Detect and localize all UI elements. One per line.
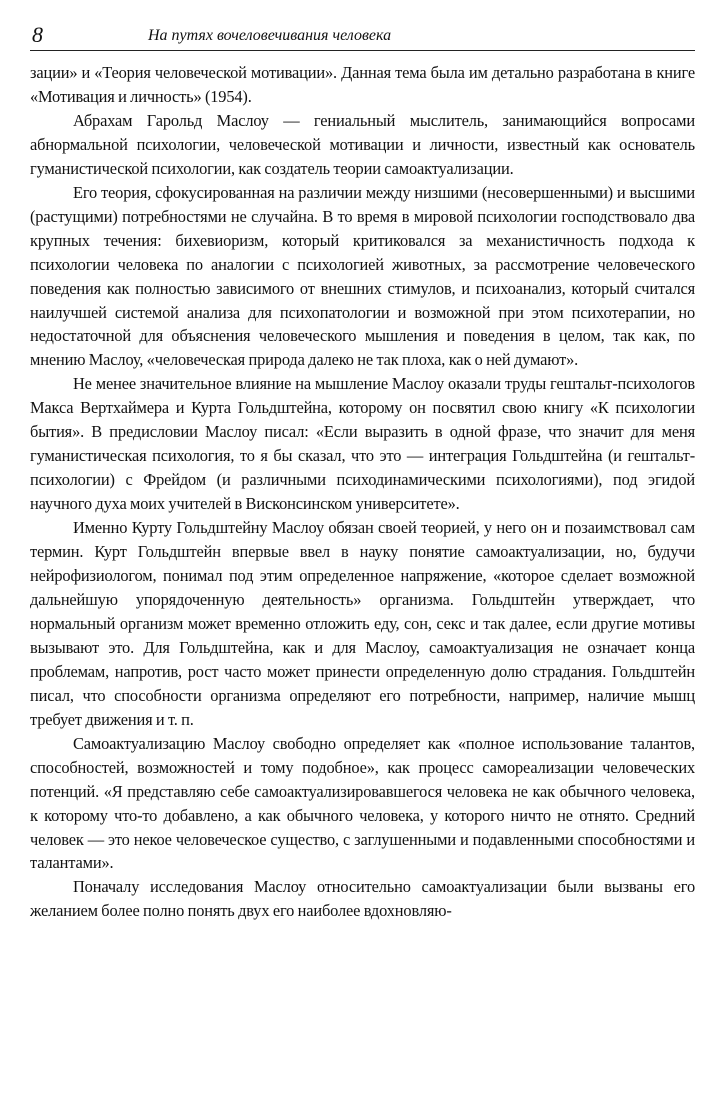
paragraph: Не менее значительное влияние на мышление Маслоу оказали труды гештальт-психологов Макса Вертхаймера и Курта Гольдштейна, которому он посвятил свою книгу «К психологии бытия». В предисловии Маслоу писал: «Если выразить в одной фразе, что значит для меня гуманистическая психология, то я бы сказал, что это — интеграция Гольдштейна (и гештальт-психологии) с Фрейдом (и различными психодинамическими психологиями), под эгидой научного духа моих учителей в Висконсинском университете». xyxy=(30,374,695,514)
paragraph: Самоактуализацию Маслоу свободно определяет как «полное использование талантов, способностей, возможностей и тому подобное», как процесс самореализации человеческих потенций. «Я представляю себе самоактуализировавшегося человека не как обычного человека, к которому что-то добавлено, а как обычного человека, у которого ничто не отнято. Средний человек — это некое человеческое существо, с заглушенными и подавленными способностями и талантами». xyxy=(30,733,695,873)
paragraph: Его теория, сфокусированная на различии между низшими (несовершенными) и высшими (растущими) потребностями не случайна. В то время в мировой психологии господствовало два крупных течения: бихевиоризм, который критиковался за механистичность подхода к психологии человека по аналогии с психологией животных, за рассмотрение человеческого поведения как полностью зависимого от внешних стимулов, и психоанализ, который считался наилучшей системой анализа для психопатологии и возможной при этом психотерапии, но недостаточной для объяснения человеческого мышления и поведения в целом, так как, по мнению Маслоу, «человеческая природа далеко не так плоха, как о ней думают». xyxy=(30,182,695,370)
paragraph: Абрахам Гарольд Маслоу — гениальный мыслитель, занимающийся вопросами абнормальной психологии, человеческой мотивации и личности, известный как основатель гуманистической психологии, как создатель теории самоактуализации. xyxy=(30,110,695,178)
book-page xyxy=(30,20,695,923)
paragraph: Именно Курту Гольдштейну Маслоу обязан своей теорией, у него он и позаимствовал сам термин. Курт Гольдштейн впервые ввел в науку понятие самоактуализации, но, будучи нейрофизиологом, понимал под этим определенное напряжение, «которое сделает возможной дальнейшую упорядоченную деятельность» организма. Гольдштейн утверждает, что нормальный организм может временно отложить еду, сон, секс и так далее, если другие мотивы вызывают это. Для Гольдштейна, как и для Маслоу, самоактуализация не означает конца проблемам, напротив, рост часто может принести определенную долю страдания. Гольдштейн писал, что способности организма определяют его потребности, например, наличие мышц требует движения и т. п. xyxy=(30,518,695,729)
paragraph: Поначалу исследования Маслоу относительно самоактуализации были вызваны его желанием более полно понять двух его наиболее вдохновляю- xyxy=(30,877,695,921)
body-text xyxy=(30,61,695,923)
paragraph-continued: зации» и «Теория человеческой мотивации». Данная тема была им детально разработана в книге «Мотивация и личность» (1954). xyxy=(30,63,695,106)
running-title: На путях вочеловечивания человека xyxy=(148,27,392,44)
page-number: 8 xyxy=(32,22,43,47)
page-header xyxy=(30,20,695,51)
